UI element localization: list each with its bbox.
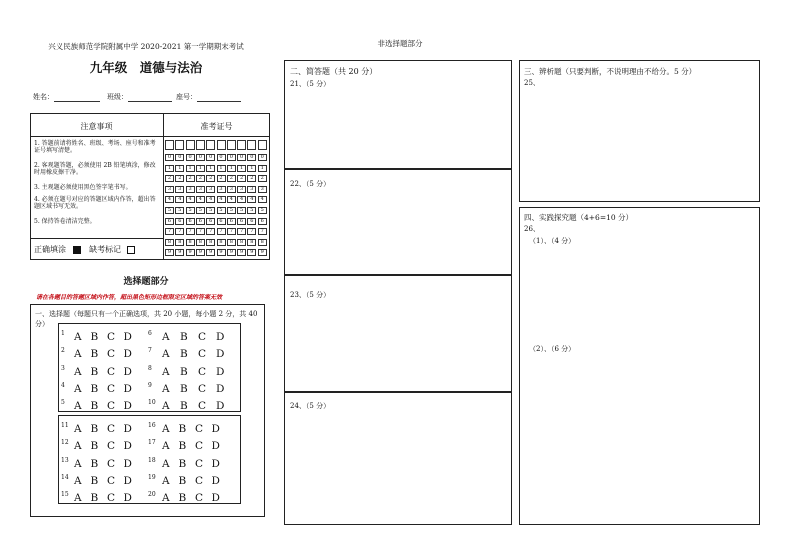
question-26-part-1: （1）、（4 分） bbox=[529, 237, 576, 245]
choice-option-c[interactable]: C bbox=[107, 457, 116, 470]
question-26-label: 26、 bbox=[524, 225, 540, 233]
choice-option-d[interactable]: D bbox=[211, 492, 220, 505]
exam-id-bubble[interactable]: 0 bbox=[196, 154, 205, 161]
choice-option-a[interactable]: A bbox=[74, 423, 82, 435]
exam-id-bubble[interactable]: 7 bbox=[206, 228, 215, 235]
choice-option-d[interactable]: D bbox=[123, 400, 132, 413]
exam-id-bubble[interactable]: 2 bbox=[237, 175, 246, 182]
choice-option-c[interactable]: C bbox=[198, 348, 207, 361]
question-26-part-2: （2）、（6 分） bbox=[529, 345, 576, 353]
choice-option-c[interactable]: C bbox=[198, 331, 207, 343]
exam-id-bubble[interactable]: 8 bbox=[206, 239, 215, 246]
name-field[interactable] bbox=[33, 92, 100, 102]
choice-option-b[interactable]: B bbox=[90, 348, 99, 361]
choice-option-d[interactable]: D bbox=[216, 382, 225, 395]
choice-option-d[interactable]: D bbox=[211, 457, 220, 470]
exam-id-bubble[interactable]: 8 bbox=[196, 239, 205, 246]
question-number: 12 bbox=[61, 439, 69, 447]
correct-fill-row bbox=[34, 244, 135, 255]
choice-option-d[interactable]: D bbox=[216, 331, 225, 343]
question-24-label: 24、（5 分） bbox=[290, 402, 331, 410]
exam-id-bubble[interactable]: 5 bbox=[217, 207, 226, 214]
question-number: 8 bbox=[148, 364, 152, 372]
exam-id-bubble[interactable]: 4 bbox=[206, 196, 215, 203]
choice-option-a[interactable]: A bbox=[74, 492, 82, 505]
choice-question-title: 一、选择题（每题只有一个正确选项，共 20 小题，每小题 2 分，共 40 分） bbox=[35, 310, 258, 328]
exam-id-bubble[interactable]: 4 bbox=[217, 196, 226, 203]
question-number: 20 bbox=[148, 491, 156, 499]
question-number: 17 bbox=[148, 439, 156, 447]
exam-id-bubble[interactable]: 5 bbox=[196, 207, 205, 214]
exam-id-bubble[interactable]: 3 bbox=[258, 186, 267, 193]
seat-line bbox=[197, 94, 241, 102]
choice-option-a[interactable]: A bbox=[74, 457, 82, 470]
exam-id-bubble[interactable]: 8 bbox=[247, 239, 256, 246]
question-number: 7 bbox=[148, 347, 152, 355]
exam-id-bubble[interactable]: 8 bbox=[237, 239, 246, 246]
question-number: 18 bbox=[148, 456, 156, 464]
exam-id-bubble[interactable]: 0 bbox=[186, 154, 195, 161]
exam-id-bubble[interactable]: 0 bbox=[227, 154, 236, 161]
exam-id-bubble[interactable]: 6 bbox=[175, 218, 184, 225]
notice-item: 1. 答题前请将姓名、班级、考场、座号和准考证号填写清楚。 bbox=[34, 140, 156, 154]
choice-option-b[interactable]: B bbox=[178, 457, 187, 470]
choice-option-d[interactable]: D bbox=[123, 423, 132, 435]
choice-option-c[interactable]: C bbox=[195, 474, 204, 487]
exam-id-write-box[interactable] bbox=[196, 140, 205, 150]
choice-option-a[interactable]: A bbox=[74, 365, 82, 378]
choice-option-d[interactable]: D bbox=[123, 382, 132, 395]
exam-id-bubble[interactable]: 4 bbox=[196, 196, 205, 203]
choice-option-a[interactable]: A bbox=[162, 423, 170, 435]
exam-id-bubble[interactable]: 3 bbox=[217, 186, 226, 193]
choice-option-d[interactable]: D bbox=[211, 423, 220, 435]
notice-item: 5. 保持答卷清洁完整。 bbox=[34, 218, 96, 225]
exam-id-write-box[interactable] bbox=[237, 140, 246, 150]
question-number: 3 bbox=[61, 364, 65, 372]
exam-id-bubble[interactable]: 2 bbox=[175, 175, 184, 182]
choice-option-a[interactable]: A bbox=[162, 382, 170, 395]
exam-id-bubble[interactable]: 1 bbox=[186, 165, 195, 172]
exam-id-bubble[interactable]: 5 bbox=[186, 207, 195, 214]
exam-id-bubble[interactable]: 3 bbox=[237, 186, 246, 193]
exam-id-bubble[interactable]: 6 bbox=[227, 218, 236, 225]
choice-option-a[interactable]: A bbox=[162, 492, 170, 505]
exam-id-bubble[interactable]: 4 bbox=[186, 196, 195, 203]
exam-id-bubble[interactable]: 5 bbox=[227, 207, 236, 214]
name-label: 姓名： bbox=[33, 93, 54, 101]
question-number: 11 bbox=[61, 422, 69, 429]
exam-id-bubble[interactable]: 6 bbox=[186, 218, 195, 225]
exam-id-bubble[interactable]: 9 bbox=[247, 249, 256, 256]
choice-option-d[interactable]: D bbox=[123, 331, 132, 343]
exam-id-write-box[interactable] bbox=[165, 140, 174, 150]
choice-option-c[interactable]: C bbox=[107, 423, 116, 435]
choice-option-a[interactable]: A bbox=[74, 474, 82, 487]
choice-option-b[interactable]: B bbox=[90, 365, 99, 378]
exam-id-bubble[interactable]: 7 bbox=[196, 228, 205, 235]
exam-id-bubble[interactable]: 4 bbox=[237, 196, 246, 203]
choice-option-c[interactable]: C bbox=[195, 492, 204, 505]
seat-field[interactable] bbox=[176, 92, 241, 102]
question-number: 10 bbox=[148, 399, 156, 407]
exam-id-bubble[interactable]: 3 bbox=[175, 186, 184, 193]
exam-id-grid bbox=[165, 138, 269, 258]
choice-option-b[interactable]: B bbox=[178, 492, 187, 505]
exam-id-bubble[interactable]: 7 bbox=[258, 228, 267, 235]
exam-id-bubble[interactable]: 4 bbox=[175, 196, 184, 203]
short-answer-divider-2 bbox=[284, 274, 512, 276]
choice-option-d[interactable]: D bbox=[216, 400, 225, 413]
choice-option-a[interactable]: A bbox=[162, 474, 170, 487]
exam-id-bubble[interactable]: 9 bbox=[196, 249, 205, 256]
choice-option-b[interactable]: B bbox=[178, 423, 187, 435]
exam-id-bubble[interactable]: 5 bbox=[165, 207, 174, 214]
exam-id-bubble[interactable]: 3 bbox=[247, 186, 256, 193]
subject-title: 九年级 道德与法治 bbox=[89, 60, 203, 75]
exam-id-bubble[interactable]: 0 bbox=[206, 154, 215, 161]
exam-id-bubble[interactable]: 9 bbox=[165, 249, 174, 256]
exam-id-bubble[interactable]: 1 bbox=[196, 165, 205, 172]
exam-id-bubble[interactable]: 3 bbox=[206, 186, 215, 193]
question-number: 4 bbox=[61, 381, 65, 389]
choice-option-b[interactable]: B bbox=[90, 382, 99, 395]
exam-id-bubble[interactable]: 5 bbox=[206, 207, 215, 214]
notice-footer-rule bbox=[30, 238, 163, 239]
choice-option-c[interactable]: C bbox=[107, 348, 116, 361]
exam-id-write-box[interactable] bbox=[186, 140, 195, 150]
exam-id-bubble[interactable]: 2 bbox=[217, 175, 226, 182]
choice-option-b[interactable]: B bbox=[180, 382, 188, 395]
exam-id-bubble[interactable]: 8 bbox=[217, 239, 226, 246]
choice-option-d[interactable]: D bbox=[211, 440, 220, 453]
choice-option-b[interactable]: B bbox=[180, 400, 188, 413]
question-number: 15 bbox=[61, 491, 69, 499]
exam-id-bubble[interactable]: 9 bbox=[258, 249, 267, 256]
choice-option-b[interactable]: B bbox=[90, 423, 99, 435]
choice-option-d[interactable]: D bbox=[123, 440, 132, 453]
choice-section-title: 选择题部分 bbox=[123, 277, 169, 287]
choice-option-c[interactable]: C bbox=[195, 457, 204, 470]
choice-option-c[interactable]: C bbox=[195, 423, 204, 435]
choice-option-a[interactable]: A bbox=[74, 400, 82, 413]
choice-option-a[interactable]: A bbox=[74, 348, 82, 361]
exam-id-bubble[interactable]: 7 bbox=[186, 228, 195, 235]
choice-option-c[interactable]: C bbox=[107, 474, 116, 487]
exam-id-bubble[interactable]: 1 bbox=[175, 165, 184, 172]
exam-id-bubble[interactable]: 0 bbox=[237, 154, 246, 161]
choice-option-d[interactable]: D bbox=[123, 348, 132, 361]
exam-id-title: 准考证号 bbox=[200, 122, 233, 131]
exam-id-bubble[interactable]: 9 bbox=[227, 249, 236, 256]
choice-option-c[interactable]: C bbox=[195, 440, 204, 453]
choice-option-b[interactable]: B bbox=[90, 331, 99, 343]
exam-id-bubble[interactable]: 0 bbox=[258, 154, 267, 161]
choice-option-a[interactable]: A bbox=[74, 331, 82, 343]
exam-id-bubble[interactable]: 9 bbox=[217, 249, 226, 256]
exam-id-bubble[interactable]: 7 bbox=[175, 228, 184, 235]
exam-id-bubble[interactable]: 0 bbox=[165, 154, 174, 161]
class-label: 班级： bbox=[107, 93, 128, 101]
exam-id-bubble[interactable]: 4 bbox=[165, 196, 174, 203]
exam-id-bubble[interactable]: 8 bbox=[227, 239, 236, 246]
choice-option-b[interactable]: B bbox=[90, 492, 99, 505]
exam-id-bubble[interactable]: 7 bbox=[227, 228, 236, 235]
choice-option-d[interactable]: D bbox=[211, 474, 220, 487]
choice-option-b[interactable]: B bbox=[90, 400, 99, 413]
question-number: 2 bbox=[61, 347, 65, 355]
choice-option-b[interactable]: B bbox=[178, 440, 187, 453]
exam-id-bubble[interactable]: 9 bbox=[237, 249, 246, 256]
analysis-title: 三、辨析题（只要判断，不说明理由不给分。5 分） bbox=[524, 67, 697, 76]
choice-option-d[interactable]: D bbox=[123, 474, 132, 487]
exam-id-write-box[interactable] bbox=[206, 140, 215, 150]
exam-id-bubble[interactable]: 6 bbox=[237, 218, 246, 225]
exam-id-bubble[interactable]: 6 bbox=[196, 218, 205, 225]
choice-option-c[interactable]: C bbox=[198, 382, 207, 395]
exam-id-bubble[interactable]: 1 bbox=[217, 165, 226, 172]
exam-id-bubble[interactable]: 9 bbox=[186, 249, 195, 256]
question-21-label: 21、（5 分） bbox=[290, 80, 331, 88]
choice-option-a[interactable]: A bbox=[162, 400, 170, 413]
short-answer-divider-1 bbox=[284, 168, 512, 170]
choice-option-a[interactable]: A bbox=[74, 440, 82, 453]
exam-id-bubble[interactable]: 2 bbox=[247, 175, 256, 182]
exam-id-bubble[interactable]: 5 bbox=[175, 207, 184, 214]
exam-id-bubble[interactable]: 1 bbox=[247, 165, 256, 172]
exam-id-bubble[interactable]: 2 bbox=[258, 175, 267, 182]
question-22-label: 22、（5 分） bbox=[290, 180, 331, 188]
exam-id-bubble[interactable]: 9 bbox=[206, 249, 215, 256]
exam-id-bubble[interactable]: 2 bbox=[227, 175, 236, 182]
exam-id-bubble[interactable]: 1 bbox=[165, 165, 174, 172]
choice-option-a[interactable]: A bbox=[162, 440, 170, 453]
question-number: 9 bbox=[148, 381, 152, 389]
choice-option-c[interactable]: C bbox=[198, 400, 207, 413]
choice-option-b[interactable]: B bbox=[180, 348, 188, 361]
absent-checkbox[interactable] bbox=[127, 246, 135, 254]
exam-id-bubble[interactable]: 1 bbox=[227, 165, 236, 172]
exam-id-write-box[interactable] bbox=[258, 140, 267, 150]
question-number: 13 bbox=[61, 456, 69, 464]
choice-option-b[interactable]: B bbox=[90, 457, 99, 470]
exam-id-write-box[interactable] bbox=[175, 140, 184, 150]
choice-option-b[interactable]: B bbox=[178, 474, 187, 487]
exam-id-bubble[interactable]: 6 bbox=[165, 218, 174, 225]
exam-id-bubble[interactable]: 9 bbox=[175, 249, 184, 256]
nonchoice-section-title: 非选择题部分 bbox=[377, 39, 423, 48]
notice-list bbox=[30, 140, 163, 236]
exam-id-bubble[interactable]: 8 bbox=[165, 239, 174, 246]
choice-option-c[interactable]: C bbox=[107, 440, 116, 453]
exam-id-bubble[interactable]: 2 bbox=[165, 175, 174, 182]
choice-option-b[interactable]: B bbox=[90, 474, 99, 487]
question-23-label: 23、（5 分） bbox=[290, 291, 331, 299]
choice-option-a[interactable]: A bbox=[162, 331, 170, 343]
inquiry-title: 四、实践探究题（4+6=10 分） bbox=[524, 213, 634, 222]
analysis-box bbox=[519, 60, 760, 202]
choice-option-d[interactable]: D bbox=[123, 492, 132, 505]
question-number: 6 bbox=[148, 330, 152, 337]
exam-id-bubble[interactable]: 8 bbox=[258, 239, 267, 246]
choice-option-b[interactable]: B bbox=[90, 440, 99, 453]
question-number: 5 bbox=[61, 399, 65, 407]
choice-option-a[interactable]: A bbox=[162, 457, 170, 470]
exam-id-bubble[interactable]: 7 bbox=[237, 228, 246, 235]
exam-id-bubble[interactable]: 8 bbox=[186, 239, 195, 246]
notice-header-rule bbox=[30, 136, 270, 137]
exam-id-bubble[interactable]: 4 bbox=[227, 196, 236, 203]
exam-id-write-box[interactable] bbox=[217, 140, 226, 150]
choice-option-a[interactable]: A bbox=[162, 348, 170, 361]
notice-title: 注意事项 bbox=[80, 122, 113, 131]
exam-id-bubble[interactable]: 6 bbox=[217, 218, 226, 225]
choice-option-a[interactable]: A bbox=[162, 365, 170, 378]
exam-id-bubble[interactable]: 6 bbox=[206, 218, 215, 225]
exam-id-bubble[interactable]: 2 bbox=[206, 175, 215, 182]
exam-id-bubble[interactable]: 3 bbox=[165, 186, 174, 193]
exam-id-bubble[interactable]: 3 bbox=[186, 186, 195, 193]
correct-fill-label: 正确填涂 bbox=[34, 245, 66, 254]
answer-area-warning: 请在各题目的答题区域内作答，超出黑色矩形边框限定区域的答案无效 bbox=[36, 294, 223, 301]
exam-id-bubble[interactable]: 8 bbox=[175, 239, 184, 246]
notice-item: 3. 主观题必须使用黑色签字笔书写。 bbox=[34, 184, 132, 191]
exam-id-bubble[interactable]: 5 bbox=[237, 207, 246, 214]
choice-option-c[interactable]: C bbox=[107, 365, 116, 378]
absent-mark-label: 缺考标记 bbox=[89, 245, 122, 254]
exam-id-bubble[interactable]: 0 bbox=[217, 154, 226, 161]
exam-id-bubble[interactable]: 2 bbox=[186, 175, 195, 182]
filled-square-icon bbox=[73, 246, 81, 254]
class-line bbox=[128, 94, 172, 102]
exam-id-bubble[interactable]: 5 bbox=[258, 207, 267, 214]
choice-option-c[interactable]: C bbox=[198, 365, 207, 378]
exam-id-write-box[interactable] bbox=[227, 140, 236, 150]
exam-id-bubble[interactable]: 0 bbox=[247, 154, 256, 161]
exam-id-bubble[interactable]: 1 bbox=[206, 165, 215, 172]
notice-item: 2. 客观题答题，必须使用 2B 铅笔填涂，修改时用橡皮擦干净。 bbox=[34, 162, 156, 176]
exam-id-bubble[interactable]: 3 bbox=[196, 186, 205, 193]
exam-id-bubble[interactable]: 6 bbox=[247, 218, 256, 225]
exam-id-bubble[interactable]: 7 bbox=[247, 228, 256, 235]
seat-label: 座号： bbox=[176, 93, 197, 101]
exam-id-bubble[interactable]: 2 bbox=[196, 175, 205, 182]
choice-option-c[interactable]: C bbox=[107, 331, 116, 343]
question-number: 14 bbox=[61, 473, 69, 481]
choice-option-d[interactable]: D bbox=[123, 365, 132, 378]
school-title: 兴义民族师范学院附属中学 2020-2021 第一学期期末考试 bbox=[48, 42, 244, 51]
name-line bbox=[54, 94, 100, 102]
choice-option-d[interactable]: D bbox=[216, 348, 225, 361]
question-number: 1 bbox=[61, 330, 65, 337]
class-field[interactable] bbox=[107, 92, 172, 102]
choice-option-d[interactable]: D bbox=[123, 457, 132, 470]
notice-item: 4. 必须在题号对应的答题区域内作答，超出答题区域书写无效。 bbox=[34, 196, 156, 210]
inquiry-box bbox=[519, 207, 760, 525]
question-number: 16 bbox=[148, 422, 156, 429]
exam-id-bubble[interactable]: 3 bbox=[227, 186, 236, 193]
exam-id-bubble[interactable]: 4 bbox=[258, 196, 267, 203]
choice-option-a[interactable]: A bbox=[74, 382, 82, 395]
exam-id-bubble[interactable]: 1 bbox=[237, 165, 246, 172]
exam-id-bubble[interactable]: 7 bbox=[217, 228, 226, 235]
exam-id-bubble[interactable]: 7 bbox=[165, 228, 174, 235]
exam-id-bubble[interactable]: 1 bbox=[258, 165, 267, 172]
choice-option-b[interactable]: B bbox=[180, 331, 188, 343]
choice-option-b[interactable]: B bbox=[180, 365, 188, 378]
question-number: 19 bbox=[148, 473, 156, 481]
choice-option-c[interactable]: C bbox=[107, 400, 116, 413]
exam-id-write-box[interactable] bbox=[247, 140, 256, 150]
exam-id-bubble[interactable]: 4 bbox=[247, 196, 256, 203]
short-answer-title: 二、简答题（共 20 分） bbox=[290, 67, 378, 76]
exam-id-bubble[interactable]: 5 bbox=[247, 207, 256, 214]
short-answer-divider-3 bbox=[284, 391, 512, 393]
choice-option-c[interactable]: C bbox=[107, 382, 116, 395]
question-25-label: 25、 bbox=[524, 79, 540, 87]
exam-id-bubble[interactable]: 6 bbox=[258, 218, 267, 225]
choice-option-c[interactable]: C bbox=[107, 492, 116, 505]
exam-id-bubble[interactable]: 0 bbox=[175, 154, 184, 161]
choice-option-d[interactable]: D bbox=[216, 365, 225, 378]
